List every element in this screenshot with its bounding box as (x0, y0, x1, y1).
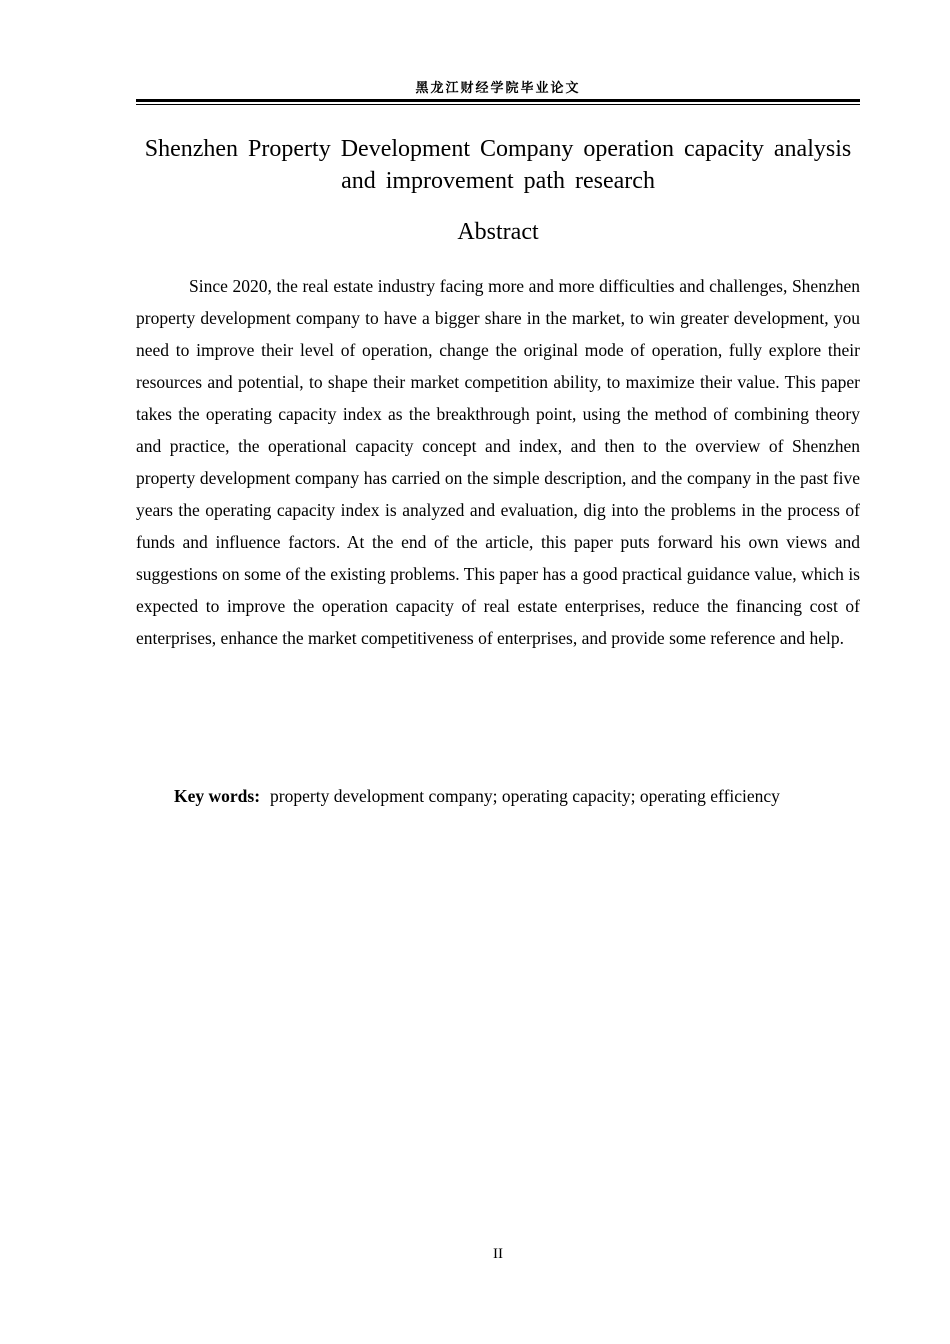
paper-title: Shenzhen Property Development Company operation capacity analysis and improvement path research (144, 136, 852, 194)
keywords-label: Key words: (174, 786, 261, 806)
page-number: II (493, 1246, 503, 1262)
keywords-paragraph (136, 781, 860, 812)
abstract-heading: Abstract (457, 219, 539, 245)
abstract-body: Since 2020, the real estate industry facing more and more difficulties and challenges, Shenzhen property development company to have a bigger share in the market, to win greater development, you need to improve their level of operation, change the original mode of operation, fully explore their resources and potential, to shape their market competition ability, to maximize their value. This paper takes the operating capacity index as the breakthrough point, using the method of combining theory and practice, the operational capacity concept and index, and then to the overview of Shenzhen property development company has carried on the simple description, and the company in the past five years the operating capacity index is analyzed and evaluation, dig into the problems in the process of funds and influence factors. At the end of the article, this paper puts forward his own views and suggestions on some of the existing problems. This paper has a good practical guidance value, which is expected to improve the operation capacity of real estate enterprises, reduce the financing cost of enterprises, enhance the market competitiveness of enterprises, and provide some reference and help. (136, 276, 860, 648)
keywords-text: property development company; operating capacity; operating efficiency (270, 786, 780, 806)
header-rule (136, 99, 860, 105)
page-header: 黑龙江财经学院毕业论文 (415, 81, 581, 96)
